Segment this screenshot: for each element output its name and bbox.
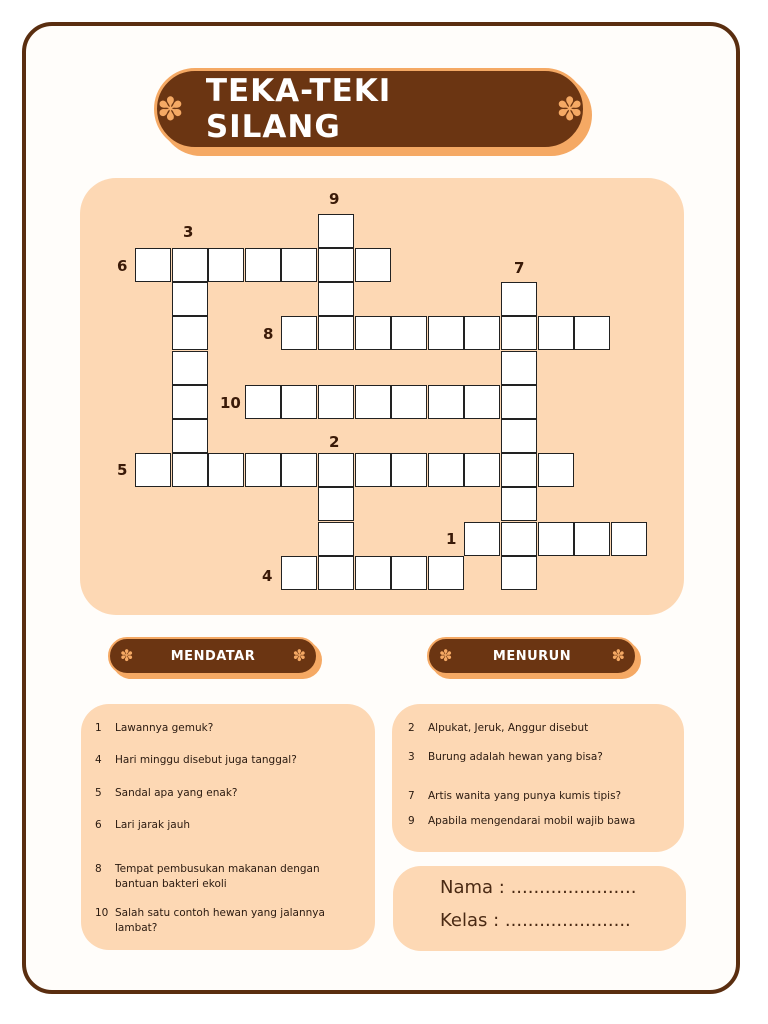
kelas-field[interactable]: Kelas : ...................... [440, 910, 631, 931]
crossword-cell[interactable] [245, 248, 281, 282]
clue-number-5: 5 [117, 461, 128, 479]
crossword-cell[interactable] [355, 556, 391, 590]
clue-num: 8 [95, 863, 102, 875]
clue-text: Burung adalah hewan yang bisa? [428, 751, 603, 763]
crossword-cell[interactable] [501, 522, 537, 556]
crossword-cell[interactable] [428, 316, 464, 350]
clue-num: 9 [408, 815, 415, 827]
clue-number-9: 9 [329, 190, 340, 208]
crossword-cell[interactable] [391, 453, 427, 487]
mendatar-label: MENDATAR [170, 648, 256, 664]
crossword-cell[interactable] [355, 385, 391, 419]
crossword-cell[interactable] [501, 419, 537, 453]
crossword-cell[interactable] [318, 282, 354, 316]
flower-icon: ✽ [120, 646, 134, 665]
clue-number-10: 10 [220, 394, 241, 412]
crossword-cell[interactable] [318, 248, 354, 282]
clue-num: 1 [95, 722, 102, 734]
clue-number-3: 3 [183, 223, 194, 241]
crossword-cell[interactable] [428, 556, 464, 590]
crossword-cell[interactable] [391, 556, 427, 590]
crossword-cell[interactable] [611, 522, 647, 556]
clue-number-6: 6 [117, 257, 128, 275]
crossword-cell[interactable] [464, 522, 500, 556]
mendatar-header [108, 637, 318, 675]
clue-text: Alpukat, Jeruk, Anggur disebut [428, 722, 589, 734]
clue-number-2: 2 [329, 433, 340, 451]
crossword-cell[interactable] [574, 522, 610, 556]
flower-icon: ✽ [439, 646, 453, 665]
crossword-cell[interactable] [355, 453, 391, 487]
flower-icon: ✽ [611, 646, 625, 665]
crossword-cell[interactable] [135, 248, 171, 282]
crossword-cell[interactable] [355, 248, 391, 282]
clue-text: Artis wanita yang punya kumis tipis? [428, 790, 622, 802]
crossword-cell[interactable] [172, 385, 208, 419]
clue-number-8: 8 [263, 325, 274, 343]
crossword-cell[interactable] [172, 282, 208, 316]
crossword-cell[interactable] [318, 556, 354, 590]
crossword-cell[interactable] [172, 316, 208, 350]
crossword-cell[interactable] [135, 453, 171, 487]
crossword-cell[interactable] [501, 453, 537, 487]
flower-icon: ✽ [157, 90, 184, 128]
clue-text: Sandal apa yang enak? [115, 787, 238, 799]
crossword-cell[interactable] [281, 385, 317, 419]
clue-num: 7 [408, 790, 415, 802]
crossword-cell[interactable] [464, 453, 500, 487]
clue-text: Lari jarak jauh [115, 819, 191, 831]
crossword-cell[interactable] [318, 453, 354, 487]
clue-num: 2 [408, 722, 415, 734]
title-banner [154, 68, 586, 150]
clue-number-7: 7 [514, 259, 525, 277]
crossword-cell[interactable] [501, 282, 537, 316]
crossword-cell[interactable] [318, 385, 354, 419]
crossword-cell[interactable] [464, 316, 500, 350]
crossword-cell[interactable] [172, 351, 208, 385]
crossword-cell[interactable] [538, 316, 574, 350]
clue-text: Salah satu contoh hewan yang jalannya lambat? [115, 907, 325, 934]
clue-number-4: 4 [262, 567, 273, 585]
clue-num: 5 [95, 787, 102, 799]
crossword-cell[interactable] [318, 214, 354, 248]
crossword-cell[interactable] [172, 419, 208, 453]
crossword-cell[interactable] [538, 522, 574, 556]
crossword-cell[interactable] [208, 248, 244, 282]
crossword-cell[interactable] [501, 385, 537, 419]
crossword-cell[interactable] [281, 316, 317, 350]
crossword-cell[interactable] [538, 453, 574, 487]
clue-num: 6 [95, 819, 102, 831]
crossword-cell[interactable] [391, 385, 427, 419]
flower-icon: ✽ [292, 646, 306, 665]
clue-text: Tempat pembusukan makanan dengan bantuan bakteri ekoli [115, 863, 320, 890]
flower-icon: ✽ [556, 90, 583, 128]
crossword-cell[interactable] [281, 453, 317, 487]
crossword-cell[interactable] [355, 316, 391, 350]
crossword-cell[interactable] [501, 487, 537, 521]
crossword-cell[interactable] [208, 453, 244, 487]
clue-num: 4 [95, 754, 102, 766]
crossword-cell[interactable] [281, 248, 317, 282]
crossword-cell[interactable] [172, 453, 208, 487]
crossword-cell[interactable] [501, 316, 537, 350]
clue-num: 10 [95, 907, 109, 919]
crossword-cell[interactable] [501, 351, 537, 385]
crossword-cell[interactable] [501, 556, 537, 590]
crossword-cell[interactable] [318, 316, 354, 350]
nama-field[interactable]: Nama : ...................... [440, 877, 637, 898]
crossword-cell[interactable] [428, 453, 464, 487]
clue-text: Lawannya gemuk? [115, 722, 214, 734]
page-title: TEKA-TEKI SILANG [205, 73, 392, 145]
crossword-cell[interactable] [574, 316, 610, 350]
menurun-label: MENURUN [492, 648, 572, 664]
clue-number-1: 1 [446, 530, 457, 548]
crossword-cell[interactable] [318, 522, 354, 556]
crossword-cell[interactable] [464, 385, 500, 419]
crossword-cell[interactable] [245, 453, 281, 487]
clue-text: Apabila mengendarai mobil wajib bawa [428, 815, 636, 827]
crossword-cell[interactable] [172, 248, 208, 282]
clue-text: Hari minggu disebut juga tanggal? [115, 754, 297, 766]
crossword-cell[interactable] [318, 487, 354, 521]
crossword-cell[interactable] [428, 385, 464, 419]
crossword-cell[interactable] [281, 556, 317, 590]
crossword-cell[interactable] [245, 385, 281, 419]
clue-num: 3 [408, 751, 415, 763]
menurun-header [427, 637, 637, 675]
crossword-cell[interactable] [391, 316, 427, 350]
